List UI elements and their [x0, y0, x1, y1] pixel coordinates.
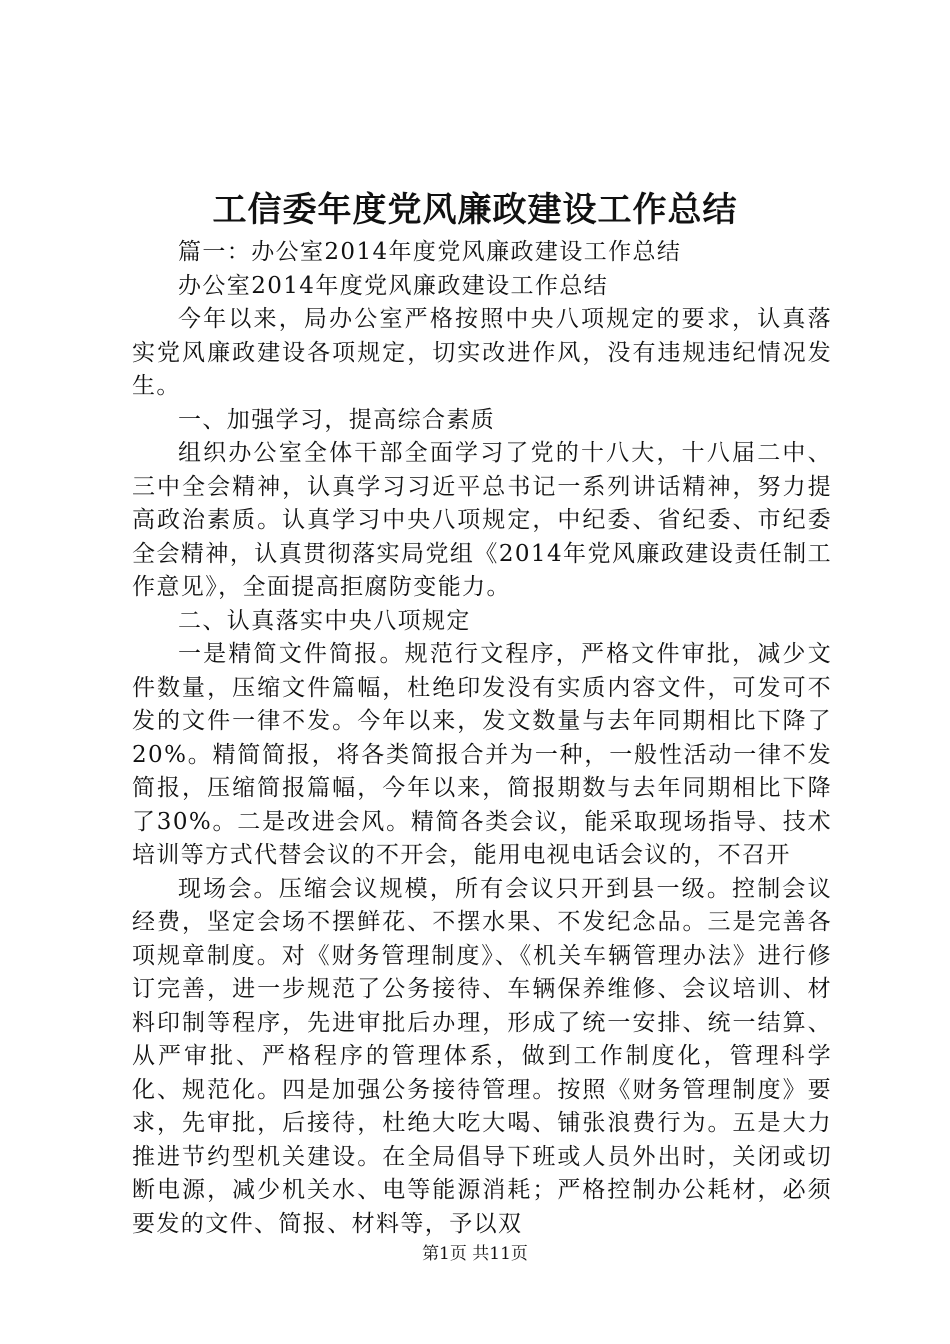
document-body	[132, 236, 832, 1241]
section-heading-part-one: 篇一：办公室2014年度党风廉政建设工作总结	[178, 239, 682, 265]
regulations-paragraph: 一是精简文件简报。规范行文程序，严格文件审批，减少文件数量，压缩文件篇幅，杜绝印发没有实质内容文件，可发可不发的文件一律不发。今年以来，发文数量与去年同期相比下降了20%。精简简报，将各类简报合并为一种，一般性活动一律不发简报，压缩简报篇幅，今年以来，简报期数与去年同期相比下降了30%。二是改进会风。精简各类会议，能采取现场指导、技术培训等方式代替会议的不开会，能用电视电话会议的，不召开	[132, 641, 832, 868]
intro-paragraph: 今年以来，局办公室严格按照中央八项规定的要求，认真落实党风廉政建设各项规定，切实改进作风，没有违规违纪情况发生。	[132, 306, 832, 399]
page-footer: 第1页 共11页	[422, 1244, 528, 1264]
study-paragraph: 组织办公室全体干部全面学习了党的十八大，十八届二中、三中全会精神，认真学习习近平总书记一系列讲话精神，努力提高政治素质。认真学习中央八项规定，中纪委、省纪委、市纪委全会精神，认真贯彻落实局党组《2014年党风廉政建设责任制工作意见》，全面提高拒腐防变能力。	[132, 440, 832, 600]
report-subtitle: 办公室2014年度党风廉政建设工作总结	[178, 272, 609, 299]
section-heading-study: 一、加强学习，提高综合素质	[178, 406, 496, 433]
regulations-paragraph-continued: 现场会。压缩会议规模，所有会议只开到县一级。控制会议经费，坚定会场不摆鲜花、不摆水果、不发纪念品。三是完善各项规章制度。对《财务管理制度》、《机关车辆管理办法》进行修订完善，进一步规范了公务接待、车辆保养维修、会议培训、材料印制等程序，先进审批后办理，形成了统一安排、统一结算、从严审批、严格程序的管理体系，做到工作制度化，管理科学化、规范化。四是加强公务接待管理。按照《财务管理制度》要求，先审批，后接待，杜绝大吃大喝、铺张浪费行为。五是大力推进节约型机关建设。在全局倡导下班或人员外出时，关闭或切断电源，减少机关水、电等能源消耗；严格控制办公耗材，必须要发的文件、简报、材料等，予以双	[132, 875, 832, 1237]
document-title: 工信委年度党风廉政建设工作总结	[212, 190, 738, 230]
section-heading-regulations: 二、认真落实中央八项规定	[178, 607, 471, 634]
